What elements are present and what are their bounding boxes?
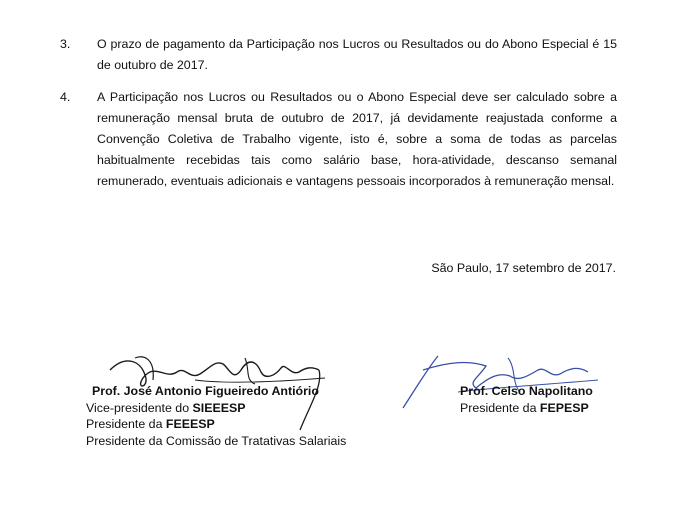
signatory-role: Presidente da Comissão de Tratativas Salariais bbox=[86, 433, 347, 448]
clause-text: O prazo de pagamento da Participação nos Lucros ou Resultados ou do Abono Especial é 15 de outubro de 2017. bbox=[97, 37, 617, 72]
signatory-name: Prof. Celso Napolitano bbox=[460, 384, 593, 398]
clause-number: 3. bbox=[60, 37, 71, 51]
signatory-role: Presidente da FEEESP bbox=[86, 417, 215, 431]
signature-block-left bbox=[86, 383, 346, 449]
date-line: São Paulo, 17 setembro de 2017. bbox=[431, 261, 616, 275]
signatory-role: Vice-presidente do SIEEESP bbox=[86, 400, 246, 415]
signatory-name: Prof. José Antonio Figueiredo Antiório bbox=[92, 384, 319, 398]
signature-block-right bbox=[460, 383, 593, 416]
clause-text: A Participação nos Lucros ou Resultados ou o Abono Especial deve ser calculado sobre a remuneração mensal bruta de outubro de 2017, já devidamente reajustada conforme a Convenção Coletiva de Trabalho vigente, isto é, sobre a soma de todas as parcelas habitualmente recebidas tais como salário base, hora-atividade, descanso semanal remunerado, eventuais adicionais e vantagens pessoais incorporados à remuneração mensal. bbox=[97, 90, 617, 188]
signatory-role: Presidente da FEPESP bbox=[460, 400, 589, 415]
clause-number: 4. bbox=[60, 90, 71, 104]
